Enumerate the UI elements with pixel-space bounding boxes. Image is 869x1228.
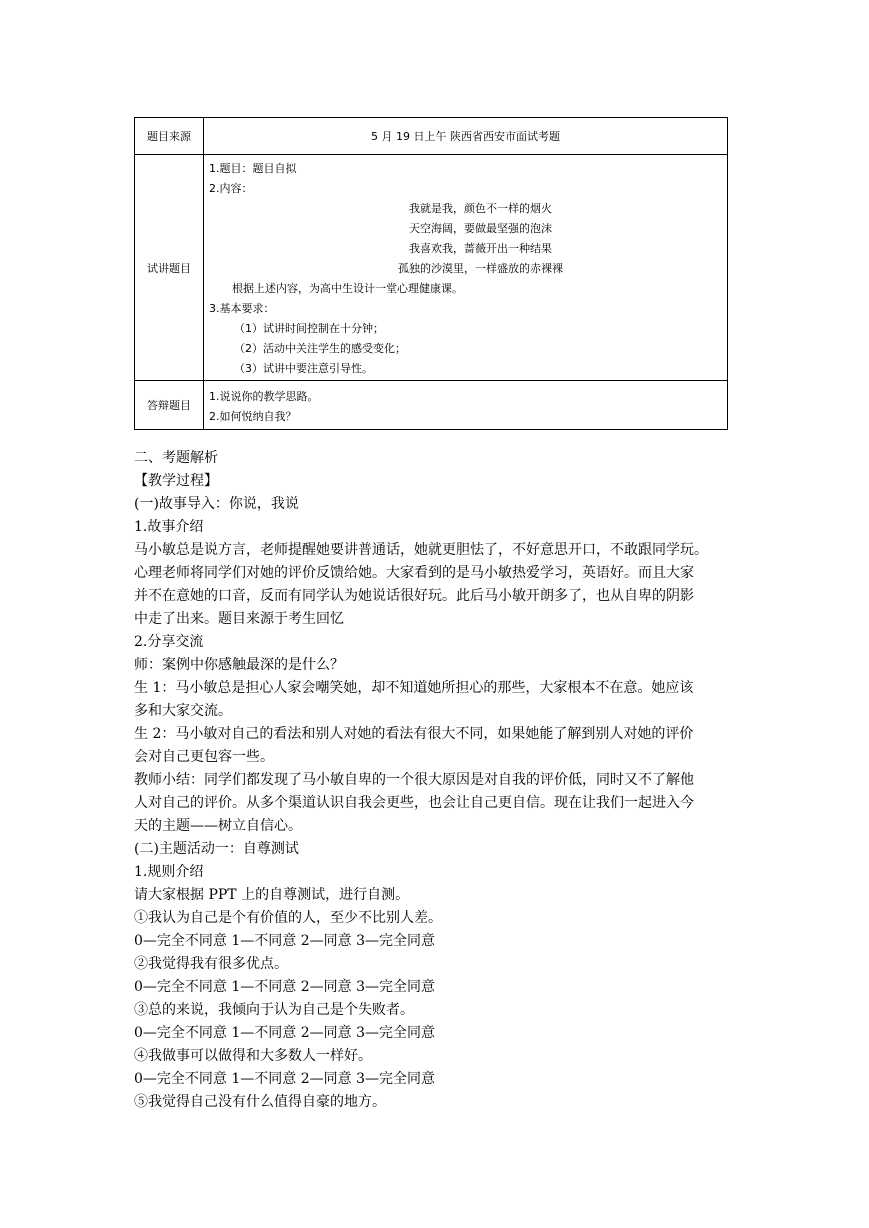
poem-line: 我喜欢我，蔷薇开出一种结果 xyxy=(409,242,552,255)
subsection-heading: (二)主题活动一：自尊测试 xyxy=(134,841,299,857)
poem-line: 我就是我，颜色不一样的烟火 xyxy=(409,202,552,215)
topic-instruction: 根据上述内容，为高中生设计一堂心理健康课。 xyxy=(232,282,463,295)
requirements-label: 3.基本要求： xyxy=(209,302,275,315)
rating-scale: 0—完全不同意 1—不同意 2—同意 3—完全同意 xyxy=(134,1025,435,1041)
step-heading: 1.故事介绍 xyxy=(134,519,204,535)
poem-line: 孤独的沙漠里，一样盛放的赤裸裸 xyxy=(398,262,563,275)
qa-label: 答辩题目 xyxy=(135,381,204,430)
paragraph-line: 人对自己的评价。从多个渠道认识自我会更些，也会让自己更自信。现在让我们一起进入今 xyxy=(134,795,694,811)
paragraph-line: 请大家根据 PPT 上的自尊测试，进行自测。 xyxy=(134,887,410,903)
source-label: 题目来源 xyxy=(135,118,204,155)
rating-scale: 0—完全不同意 1—不同意 2—同意 3—完全同意 xyxy=(134,979,435,995)
section-heading: 【教学过程】 xyxy=(134,473,218,489)
source-value: 5 月 19 日上午 陕西省西安市面试考题 xyxy=(204,118,728,155)
paragraph-line: 生 1：马小敏总是担心人家会嘲笑她，却不知道她所担心的那些，大家根本不在意。她应该 xyxy=(134,680,694,696)
topic-label: 试讲题目 xyxy=(135,155,204,381)
topic-cell xyxy=(204,155,728,381)
requirement-item: （2）活动中关注学生的感受变化； xyxy=(234,342,406,355)
table-row xyxy=(135,155,728,381)
paragraph-line: 马小敏总是说方言，老师提醒她要讲普通话，她就更胆怯了，不好意思开口，不敢跟同学玩。 xyxy=(134,542,708,558)
requirement-item: （3）试讲中要注意引导性。 xyxy=(234,362,373,375)
qa-item: 2.如何悦纳自我？ xyxy=(209,409,297,423)
section-heading: 二、考题解析 xyxy=(134,450,218,466)
paragraph-line: 并不在意她的口音，反而有同学认为她说话很好玩。此后马小敏开朗多了，也从自卑的阴影 xyxy=(134,588,694,604)
test-item: ④我做事可以做得和大多数人一样好。 xyxy=(134,1048,372,1064)
paragraph-line: 师：案例中你感触最深的是什么？ xyxy=(134,657,344,673)
paragraph-line: 天的主题——树立自信心。 xyxy=(134,818,302,834)
requirement-item: （1）试讲时间控制在十分钟； xyxy=(234,322,384,335)
paragraph-line: 心理老师将同学们对她的评价反馈给她。大家看到的是马小敏热爱学习，英语好。而且大家 xyxy=(134,565,694,581)
table-row xyxy=(135,381,728,430)
paragraph-line: 多和大家交流。 xyxy=(134,703,232,719)
step-heading: 1.规则介绍 xyxy=(134,864,204,880)
test-item: ①我认为自己是个有价值的人，至少不比别人差。 xyxy=(134,910,442,926)
exam-info-table xyxy=(134,117,728,430)
test-item: ⑤我觉得自己没有什么值得自豪的地方。 xyxy=(134,1094,386,1110)
paragraph-line: 中走了出来。题目来源于考生回忆 xyxy=(134,611,344,627)
test-item: ②我觉得我有很多优点。 xyxy=(134,956,288,972)
analysis-body xyxy=(134,447,744,1114)
rating-scale: 0—完全不同意 1—不同意 2—同意 3—完全同意 xyxy=(134,1071,435,1087)
subsection-heading: (一)故事导入：你说，我说 xyxy=(134,496,299,512)
table-row xyxy=(135,118,728,155)
topic-title: 1.题目：题目自拟 xyxy=(209,162,297,175)
test-item: ③总的来说，我倾向于认为自己是个失败者。 xyxy=(134,1002,414,1018)
topic-content-label: 2.内容： xyxy=(209,182,253,195)
step-heading: 2.分享交流 xyxy=(134,634,204,650)
qa-item: 1.说说你的教学思路。 xyxy=(209,389,319,403)
paragraph-line: 教师小结：同学们都发现了马小敏自卑的一个很大原因是对自我的评价低，同时又不了解他 xyxy=(134,772,694,788)
qa-cell xyxy=(204,381,728,430)
paragraph-line: 会对自己更包容一些。 xyxy=(134,749,274,765)
paragraph-line: 生 2：马小敏对自己的看法和别人对她的看法有很大不同，如果她能了解到别人对她的评价 xyxy=(134,726,694,742)
rating-scale: 0—完全不同意 1—不同意 2—同意 3—完全同意 xyxy=(134,933,435,949)
poem-line: 天空海阔，要做最坚强的泡沫 xyxy=(409,222,552,235)
